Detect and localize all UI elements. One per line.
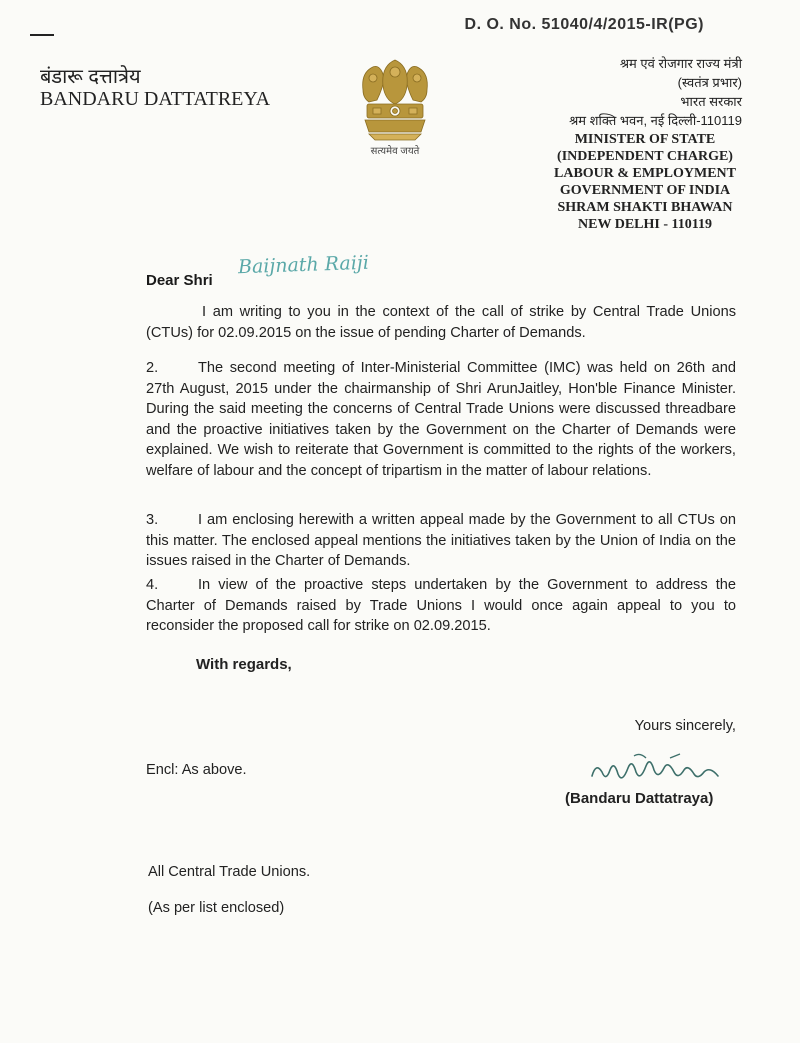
handwritten-addressee: Baijnath Raiji (237, 251, 370, 279)
paragraph-text: The second meeting of Inter-Ministerial Committee (IMC) was held on 26th and 27th August, 2015 under the chairmanship of Shri ArunJaitley, Hon'ble Finance Minister. During the said meeting the concerns of Central Trade Unions were discussed threadbare and the proactive initiatives taken by the Government on the Charter of Demands were explained. We wish to reiterate that Government is committed to the rights of the workers, welfare of labour and the concept of tripartism in the matter of labour relations. (146, 360, 736, 479)
office-hindi-line: भारत सरकार (680, 94, 742, 109)
paragraph-text: I am writing to you in the context of the call of strike by Central Trade Unions (CTUs) for 02.09.2015 on the issue of pending Charter of Demands. (146, 304, 736, 341)
paragraph-number: 4. (146, 577, 159, 593)
office-hindi-line: श्रम एवं रोजगार राज्य मंत्री (619, 56, 742, 71)
paragraph-number: 3. (146, 512, 159, 528)
office-english-line: GOVERNMENT OF INDIA (559, 183, 731, 198)
reference-number: D. O. No. 51040/4/2015-IR(PG) (464, 16, 704, 33)
paragraph-2 (146, 358, 736, 481)
minister-name-english: BANDARU DATTATREYA (40, 88, 271, 110)
paragraph-text: In view of the proactive steps undertaken by the Government to address the Charter of Demands raised by Trade Unions I would once again appeal to you to reconsider the proposed call for strike on 02.09.2015. (146, 577, 736, 634)
office-english-line: NEW DELHI - 110119 (578, 217, 712, 232)
recipient-note: (As per list enclosed) (148, 900, 285, 916)
paragraph-number: 2. (146, 360, 159, 376)
office-english-line: LABOUR & EMPLOYMENT (554, 166, 736, 181)
enclosure-note: Encl: As above. (146, 762, 247, 778)
signature-icon (588, 748, 728, 792)
office-hindi-line: (स्वतंत्र प्रभार) (677, 75, 742, 90)
signatory-name: (Bandaru Dattatraya) (565, 790, 714, 807)
recipient-line: All Central Trade Unions. (148, 864, 311, 880)
office-address-hindi (569, 54, 742, 130)
salutation: Dear Shri (146, 272, 213, 289)
regards-line: With regards, (196, 656, 292, 673)
margin-dash (30, 34, 54, 36)
paragraph-4 (146, 575, 736, 637)
paragraph-3 (146, 510, 736, 572)
minister-name-hindi: बंडारू दत्तात्रेय (40, 66, 141, 88)
office-english-line: SHRAM SHAKTI BHAWAN (557, 200, 733, 215)
paragraph-1 (146, 302, 736, 343)
paragraph-text: I am enclosing herewith a written appeal made by the Government to all CTUs on this matter. The enclosed appeal mentions the initiatives taken by the Union of India on the issues raised in the Charter of Demands. (146, 512, 736, 569)
office-address-english (554, 131, 736, 233)
office-english-line: (INDEPENDENT CHARGE) (557, 149, 733, 164)
closing-line: Yours sincerely, (634, 718, 736, 734)
office-english-line: MINISTER OF STATE (574, 132, 716, 147)
emblem-motto: सत्यमेव जयते (370, 146, 420, 157)
office-hindi-line: श्रम शक्ति भवन, नई दिल्ली-110119 (569, 113, 742, 128)
